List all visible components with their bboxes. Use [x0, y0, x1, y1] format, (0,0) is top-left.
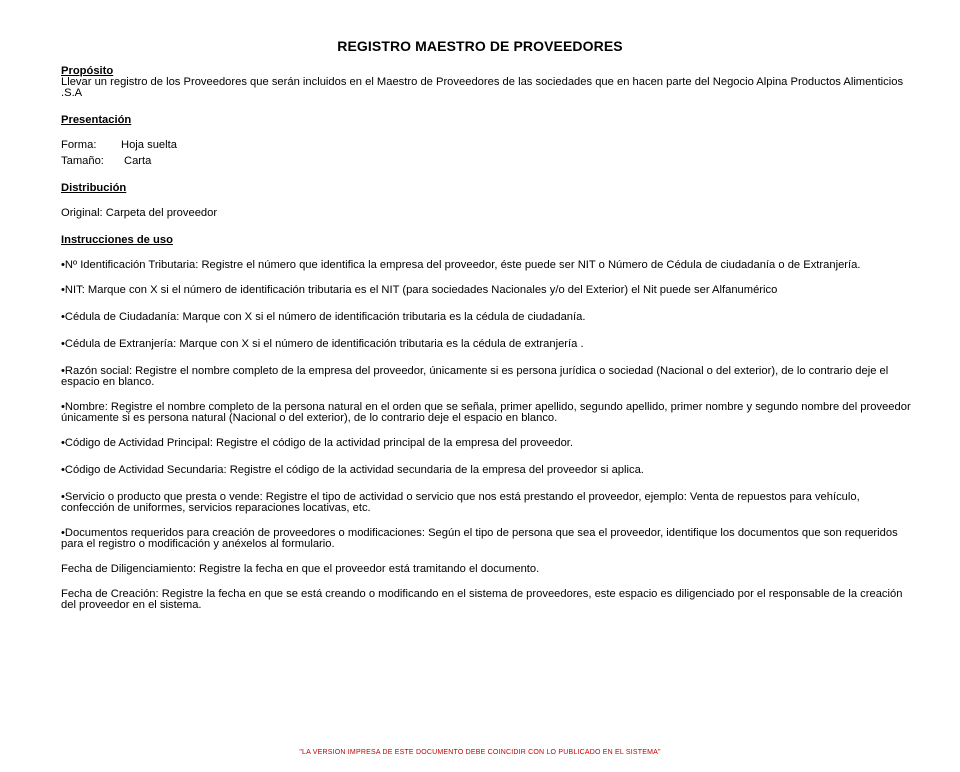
footer-notice: "LA VERSION IMPRESA DE ESTE DOCUMENTO DEBE COINCIDIR CON LO PUBLICADO EN EL SISTEMA"	[299, 749, 661, 756]
instruction-item: •NIT: Marque con X si el número de identificación tributaria es el NIT (para sociedades Nacionales y/o del Exterior) el Nit puede ser Alfanumérico	[61, 284, 778, 296]
presentacion-forma-row	[61, 140, 911, 151]
proposito-text: Llevar un registro de los Proveedores que serán incluidos en el Maestro de Proveedores de las sociedades que en hacen parte del Negocio Alpina Productos Alimenticios .S.A	[61, 76, 904, 99]
section-heading-instrucciones: Instrucciones de uso	[61, 234, 173, 246]
instruction-item: •Razón social: Registre el nombre completo de la empresa del proveedor, únicamente si es persona jurídica o sociedad (Nacional o del exterior), de lo contrario deje el espacio en blanco.	[61, 365, 889, 388]
forma-label: Forma:	[61, 139, 97, 151]
distribucion-text: Original: Carpeta del proveedor	[61, 207, 218, 219]
forma-value: Hoja suelta	[121, 139, 177, 151]
presentacion-tamano-row	[61, 156, 911, 167]
instruction-item: •Código de Actividad Principal: Registre el código de la actividad principal de la empresa del proveedor.	[61, 437, 574, 449]
instruction-item: Fecha de Creación: Registre la fecha en que se está creando o modificando en el sistema de proveedores, este espacio es diligenciado por el responsable de la creación del proveedor en el sistema.	[61, 588, 903, 611]
section-heading-proposito: Propósito	[61, 65, 114, 77]
instruction-item: Fecha de Diligenciamiento: Registre la fecha en que el proveedor está tramitando el documento.	[61, 563, 540, 575]
section-heading-distribucion: Distribución	[61, 182, 127, 194]
section-heading-presentacion: Presentación	[61, 114, 132, 126]
instruction-item: •Cédula de Extranjería: Marque con X si el número de identificación tributaria es la cédula de extranjería .	[61, 338, 584, 350]
instruction-item: •Nº Identificación Tributaria: Registre el número que identifica la empresa del proveedor, éste puede ser NIT o Número de Cédula de ciudadanía o de Extranjería.	[61, 259, 861, 271]
instruction-item: •Documentos requeridos para creación de proveedores o modificaciones: Según el tipo de persona que sea el proveedor, identifique los documentos que son requeridos para el registro o modificación y anéxelos al formulario.	[61, 527, 898, 550]
tamano-label: Tamaño:	[61, 155, 104, 167]
instruction-item: •Servicio o producto que presta o vende: Registre el tipo de actividad o servicio que nos está prestando el proveedor, ejemplo: Venta de repuestos para vehículo, confección de uniformes, servicios reparaciones locativas, etc.	[61, 491, 860, 514]
instruction-item: •Código de Actividad Secundaria: Registre el código de la actividad secundaria de la empresa del proveedor si aplica.	[61, 464, 644, 476]
document-body	[61, 66, 911, 611]
instruction-item: •Nombre: Registre el nombre completo de la persona natural en el orden que se señala, primer apellido, segundo apellido, primer nombre y segundo nombre del proveedor únicamente si es persona natural (Nacional o del exterior), de lo contrario deje el espacio en blanco.	[61, 401, 911, 424]
instruction-item: •Cédula de Ciudadanía: Marque con X si el número de identificación tributaria es la cédula de ciudadanía.	[61, 311, 586, 323]
document-title: REGISTRO MAESTRO DE PROVEEDORES	[337, 38, 623, 54]
tamano-value: Carta	[124, 155, 152, 167]
